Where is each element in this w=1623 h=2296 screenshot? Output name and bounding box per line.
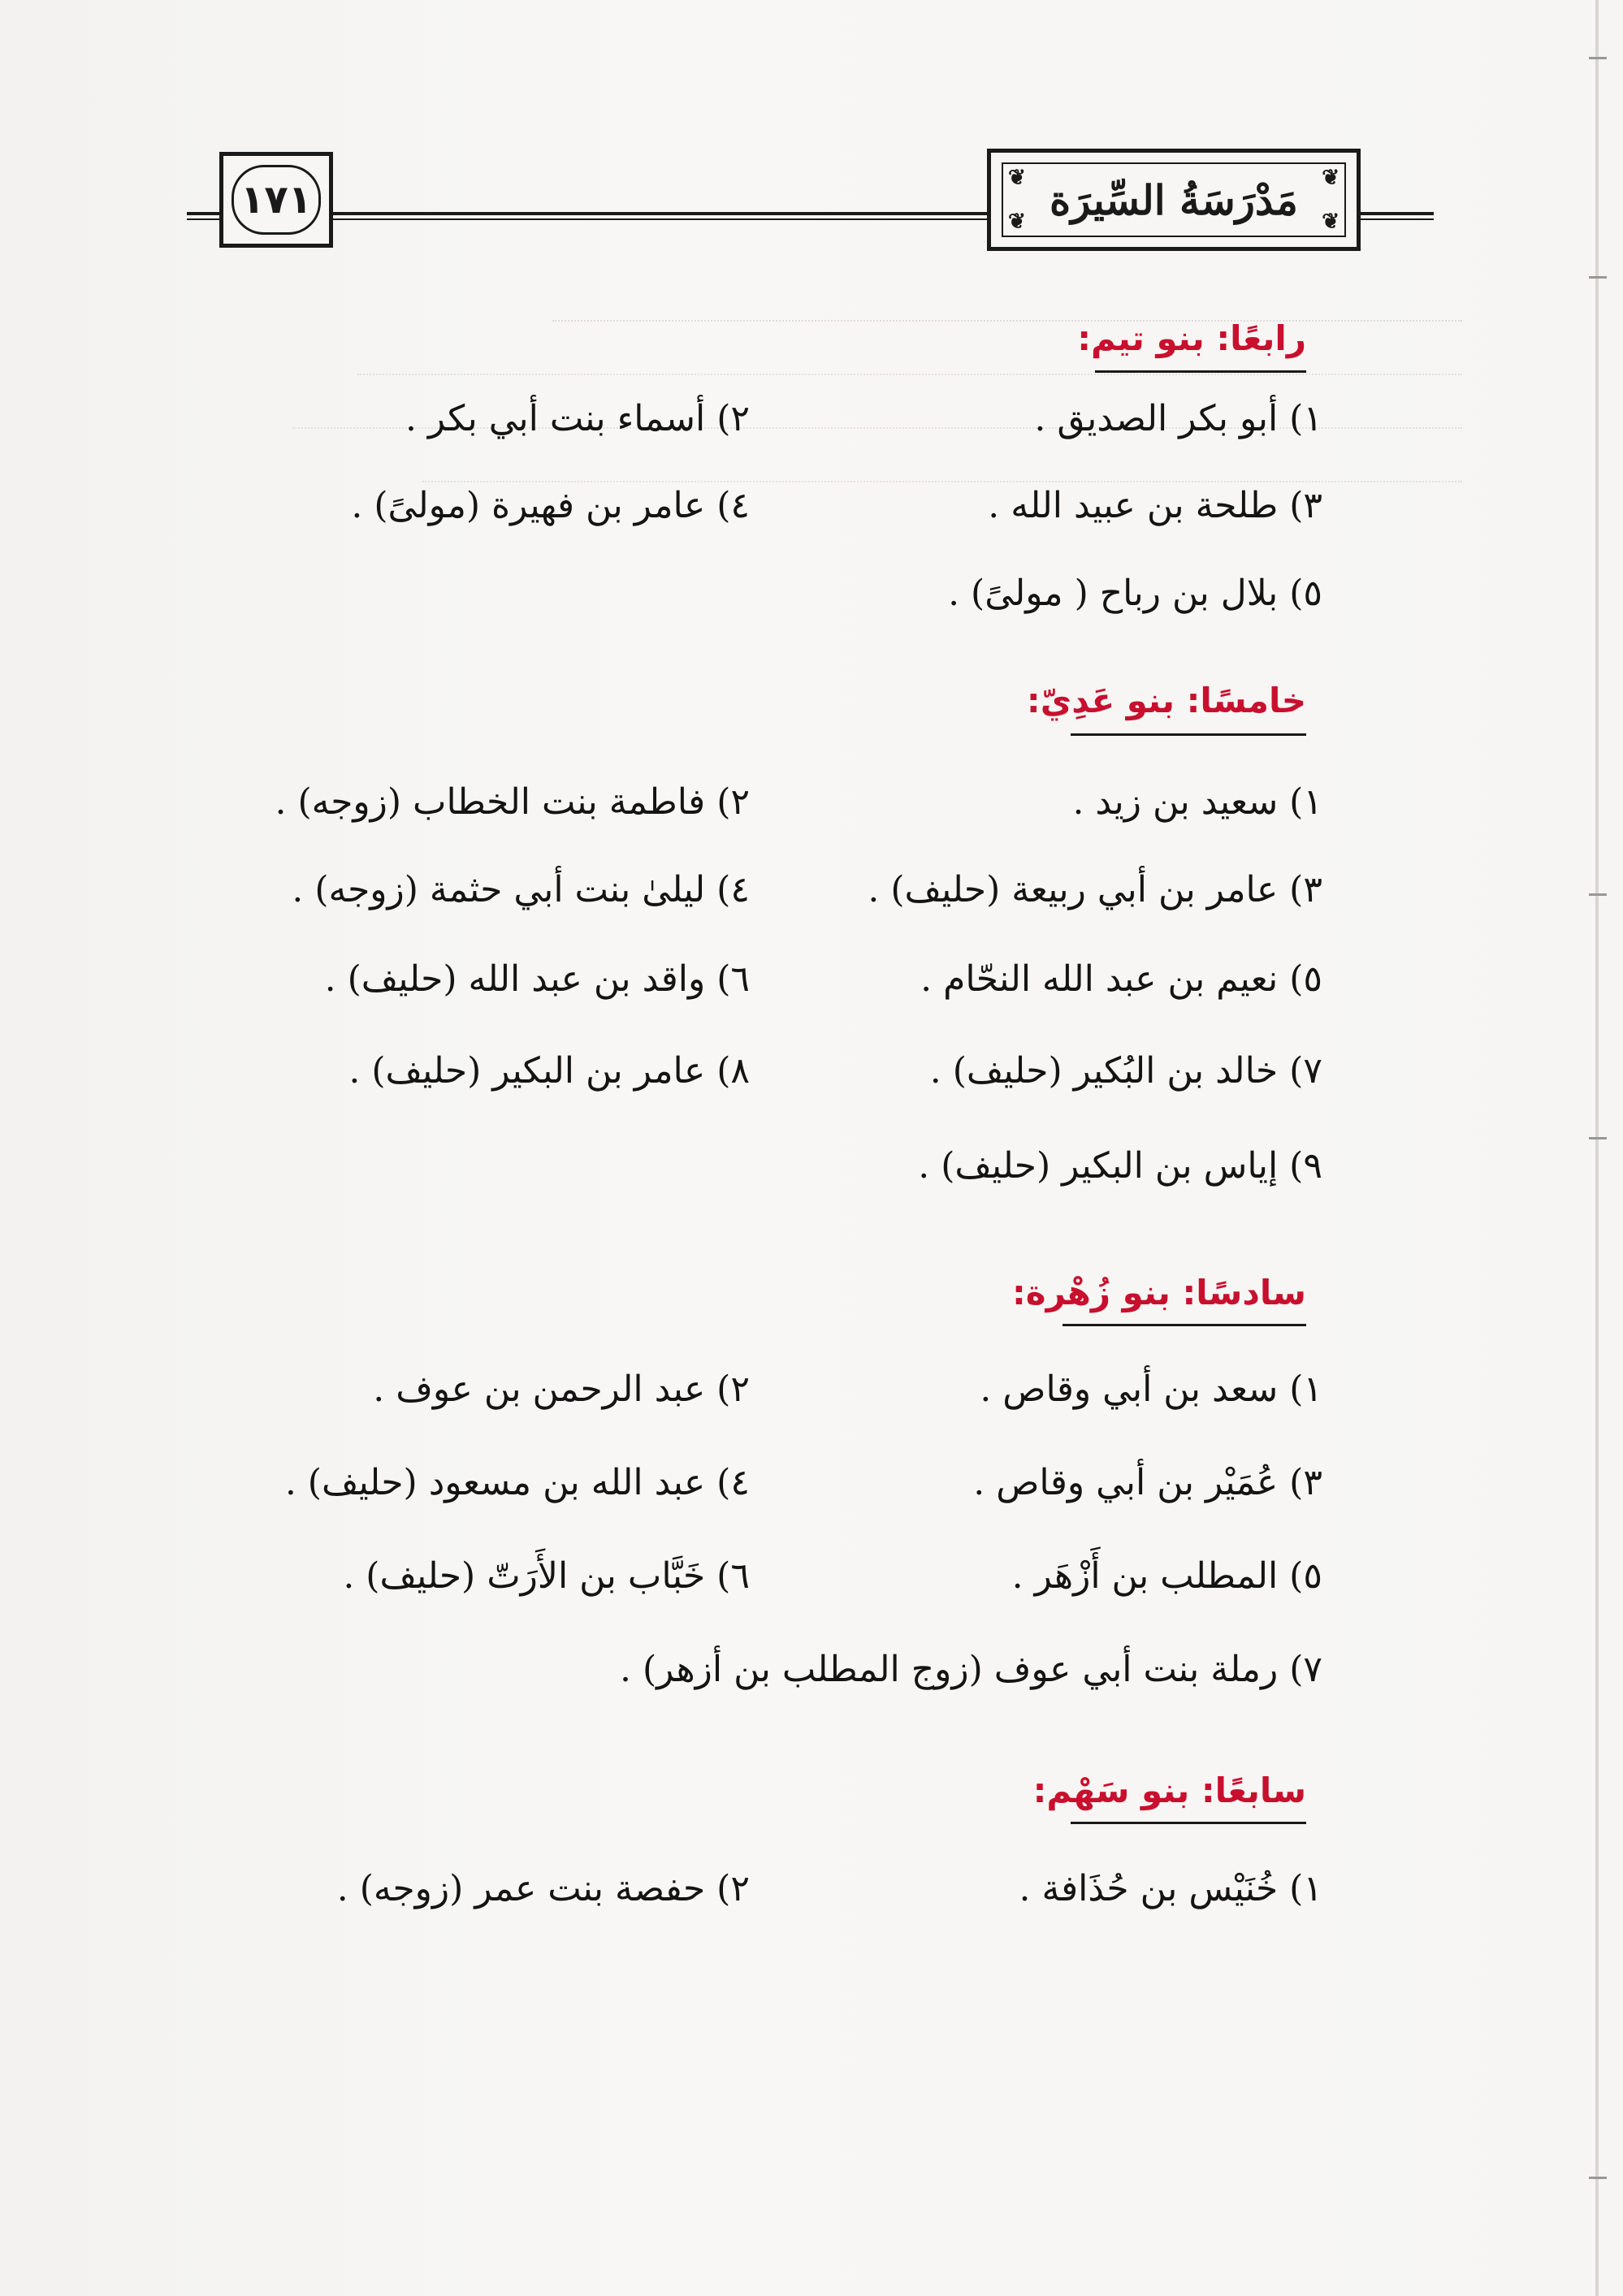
list-item: ٢) حفصة بنت عمر (زوجه) .: [336, 1868, 750, 1909]
list-item: ٦) واقد بن عبد الله (حليف) .: [324, 958, 750, 1000]
ornament-icon: ❦: [1008, 166, 1026, 190]
list-item: ٢) فاطمة بنت الخطاب (زوجه) .: [275, 781, 750, 823]
list-item: ٢) أسماء بنت أبي بكر .: [405, 398, 750, 439]
list-item: ٩) إياس بن البكير (حليف) .: [918, 1145, 1322, 1187]
heading-underline: [1071, 733, 1306, 736]
list-item: ١) سعيد بن زيد .: [1072, 781, 1322, 823]
section-heading-bani-taym: رابعًا: بنو تيم:: [1077, 318, 1306, 358]
list-item: ٤) عبد الله بن مسعود (حليف) .: [284, 1462, 750, 1503]
heading-underline: [1071, 1822, 1306, 1824]
list-item: ١) خُنَيْس بن حُذَافة .: [1019, 1868, 1322, 1909]
list-item: ٧) خالد بن البُكير (حليف) .: [929, 1050, 1322, 1092]
list-item: ٣) عامر بن أبي ربيعة (حليف) .: [868, 869, 1322, 910]
list-item: ٥) نعيم بن عبد الله النحّام .: [920, 958, 1322, 1000]
list-item: ٢) عبد الرحمن بن عوف .: [373, 1369, 750, 1410]
list-item: ٤) ليلىٰ بنت أبي حثمة (زوجه) .: [292, 869, 750, 910]
list-item: ٥) بلال بن رباح ( مولىً) .: [948, 573, 1322, 614]
list-item: ٦) خَبَّاب بن الأَرَتّ (حليف) .: [343, 1555, 750, 1597]
page-number: ١٧١: [232, 165, 321, 235]
list-item: ٨) عامر بن البكير (حليف) .: [348, 1050, 750, 1092]
list-item: ٣) عُمَيْر بن أبي وقاص .: [973, 1462, 1322, 1503]
heading-underline: [1095, 370, 1306, 373]
heading-underline: [1063, 1324, 1306, 1326]
ornament-icon: ❦: [1008, 210, 1026, 234]
list-item: ٤) عامر بن فهيرة (مولىً) .: [351, 485, 750, 526]
section-heading-bani-zuhra: سادسًا: بنو زُهْرة:: [1011, 1273, 1306, 1312]
section-heading-bani-adi: خامسًا: بنو عَدِيّ:: [1026, 681, 1306, 720]
ornament-icon: ❦: [1322, 210, 1340, 234]
list-item: ٧) رملة بنت أبي عوف (زوج المطلب بن أزهر) .: [620, 1649, 1322, 1690]
book-title: مَدْرَسَةُ السِّيرَة: [1050, 175, 1298, 224]
list-item: ١) أبو بكر الصديق .: [1034, 398, 1322, 439]
ornament-icon: ❦: [1322, 166, 1340, 190]
list-item: ٣) طلحة بن عبيد الله .: [988, 485, 1322, 526]
section-heading-bani-sahm: سابعًا: بنو سَهْم:: [1032, 1771, 1306, 1810]
list-item: ١) سعد بن أبي وقاص .: [980, 1369, 1322, 1410]
list-item: ٥) المطلب بن أَزْهَر .: [1011, 1555, 1322, 1597]
